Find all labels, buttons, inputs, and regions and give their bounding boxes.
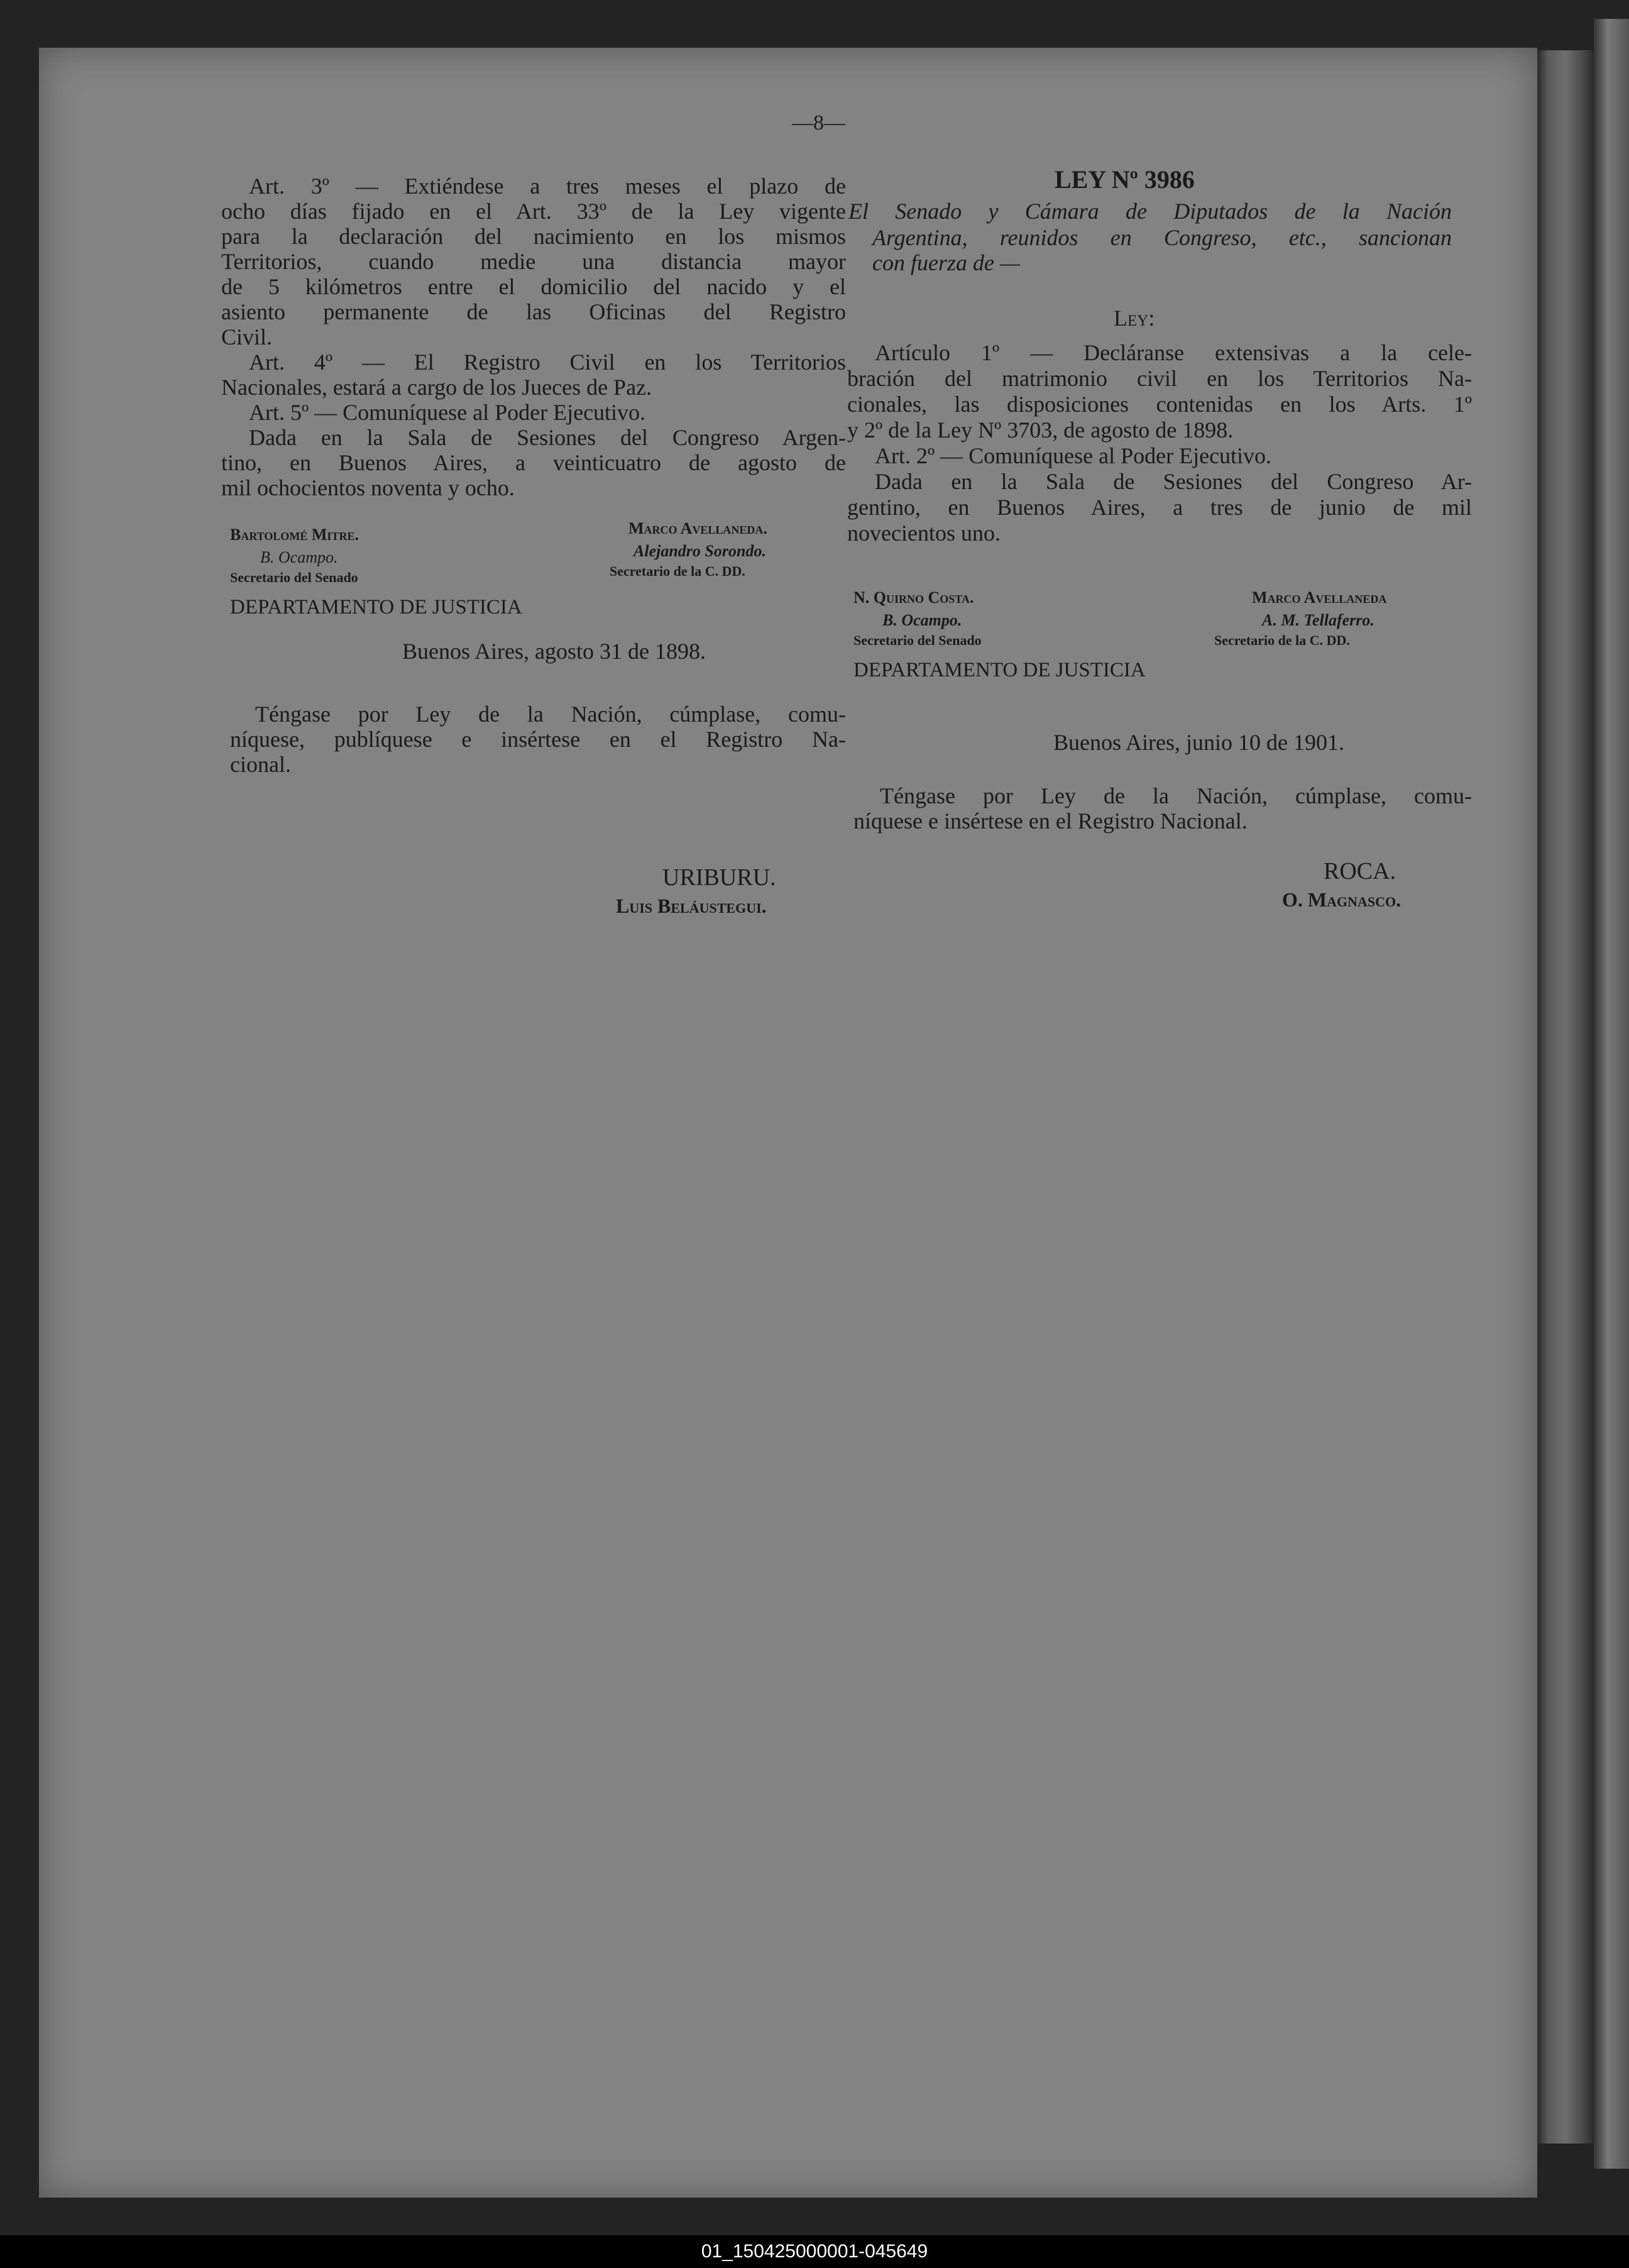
right-sig-left-secretary: B. Ocampo. <box>882 611 962 629</box>
right-art1-line-2: bración del matrimonio civil en los Territorios Na- <box>847 366 1472 391</box>
left-tengase-line-2: níquese, publíquese e insértese en el Registro Na- <box>230 727 846 752</box>
left-sig-left-name: Bartolomé Mitre. <box>230 526 359 544</box>
right-dada-line-1: Dada en la Sala de Sesiones del Congreso Ar- <box>875 469 1472 494</box>
right-tengase-line-2: níquese e insértese en el Registro Nacional. <box>853 808 1248 834</box>
left-sig-left-secretary: B. Ocampo. <box>260 548 338 566</box>
left-art3-line-5: de 5 kilómetros entre el domicilio del nacido y el <box>221 274 846 299</box>
book-page-edge <box>1537 50 1594 2144</box>
right-art1-line-4: y 2º de la Ley Nº 3703, de agosto de 1898. <box>847 417 1234 443</box>
left-art3-line-2: ocho días fijado en el Art. 33º de la Ley vigente <box>221 199 846 224</box>
left-art3-line-7: Civil. <box>221 324 273 350</box>
left-art3-line-3: para la declaración del nacimiento en los mismos <box>221 224 846 249</box>
right-sig-right-secretary: A. M. Tellaferro. <box>1262 611 1374 629</box>
right-preamble-line-3: con fuerza de — <box>872 250 1020 275</box>
right-dada-line-3: novecientos uno. <box>847 520 1001 546</box>
right-tengase-line-1: Téngase por Ley de la Nación, cúmplase, comu- <box>880 783 1472 808</box>
left-art3-line-6: asiento permanente de las Oficinas del Registro <box>221 299 846 324</box>
right-signer-2: O. Magnasco. <box>1282 888 1401 911</box>
right-dada-line-2: gentino, en Buenos Aires, a tres de junio de mil <box>847 495 1472 520</box>
left-sig-right-role: Secretario de la C. DD. <box>610 563 745 579</box>
right-sig-right-name: Marco Avellaneda <box>1252 588 1387 607</box>
right-signer-1: ROCA. <box>1324 858 1396 884</box>
page-number: —8— <box>792 111 845 135</box>
left-dada-line-3: mil ochocientos noventa y ocho. <box>221 475 515 500</box>
right-sig-right-role: Secretario de la C. DD. <box>1214 632 1350 648</box>
right-art1-line-1: Artículo 1º — Decláranse extensivas a la cele- <box>875 340 1472 365</box>
left-department: DEPARTAMENTO DE JUSTICIA <box>230 596 522 619</box>
left-dada-line-2: tino, en Buenos Aires, a veinticuatro de agosto de <box>221 450 846 475</box>
left-art3-line-1: Art. 3º — Extiéndese a tres meses el plazo de <box>249 173 846 199</box>
right-date: Buenos Aires, junio 10 de 1901. <box>1053 730 1344 755</box>
left-art5: Art. 5º — Comuníquese al Poder Ejecutivo. <box>249 400 646 425</box>
right-art2: Art. 2º — Comuníquese al Poder Ejecutivo. <box>875 443 1272 468</box>
left-tengase-line-3: cional. <box>230 752 291 777</box>
left-signer-1: URIBURU. <box>662 864 776 891</box>
right-sig-left-role: Secretario del Senado <box>853 632 982 648</box>
right-ley-heading: Ley: <box>1114 306 1155 331</box>
left-art3-line-4: Territorios, cuando medie una distancia mayor <box>221 249 846 274</box>
right-sig-left-name: N. Quirno Costa. <box>853 588 974 607</box>
document-page <box>39 48 1537 2198</box>
left-art4-line-2: Nacionales, estará a cargo de los Jueces de Paz. <box>221 375 652 400</box>
right-department: DEPARTAMENTO DE JUSTICIA <box>853 659 1146 681</box>
left-sig-left-role: Secretario del Senado <box>230 570 358 585</box>
left-date: Buenos Aires, agosto 31 de 1898. <box>402 639 706 664</box>
left-sig-right-name: Marco Avellaneda. <box>628 519 767 537</box>
book-cover-edge <box>1594 19 1629 2169</box>
left-dada-line-1: Dada en la Sala de Sesiones del Congreso Argen- <box>249 425 846 450</box>
image-id-caption: 01_150425000001-045649 <box>0 2235 1629 2268</box>
left-signer-2: Luis Beláustegui. <box>616 895 767 917</box>
left-tengase-line-1: Téngase por Ley de la Nación, cúmplase, comu- <box>255 702 846 727</box>
right-preamble-line-1: El Senado y Cámara de Diputados de la Nación <box>848 199 1452 224</box>
right-law-title: LEY Nº 3986 <box>1055 165 1195 194</box>
left-sig-right-secretary: Alejandro Sorondo. <box>634 542 766 560</box>
right-art1-line-3: cionales, las disposiciones contenidas en los Arts. 1º <box>847 392 1472 417</box>
left-art4-line-1: Art. 4º — El Registro Civil en los Territorios <box>249 350 846 375</box>
right-preamble-line-2: Argentina, reunidos en Congreso, etc., sancionan <box>872 225 1452 250</box>
